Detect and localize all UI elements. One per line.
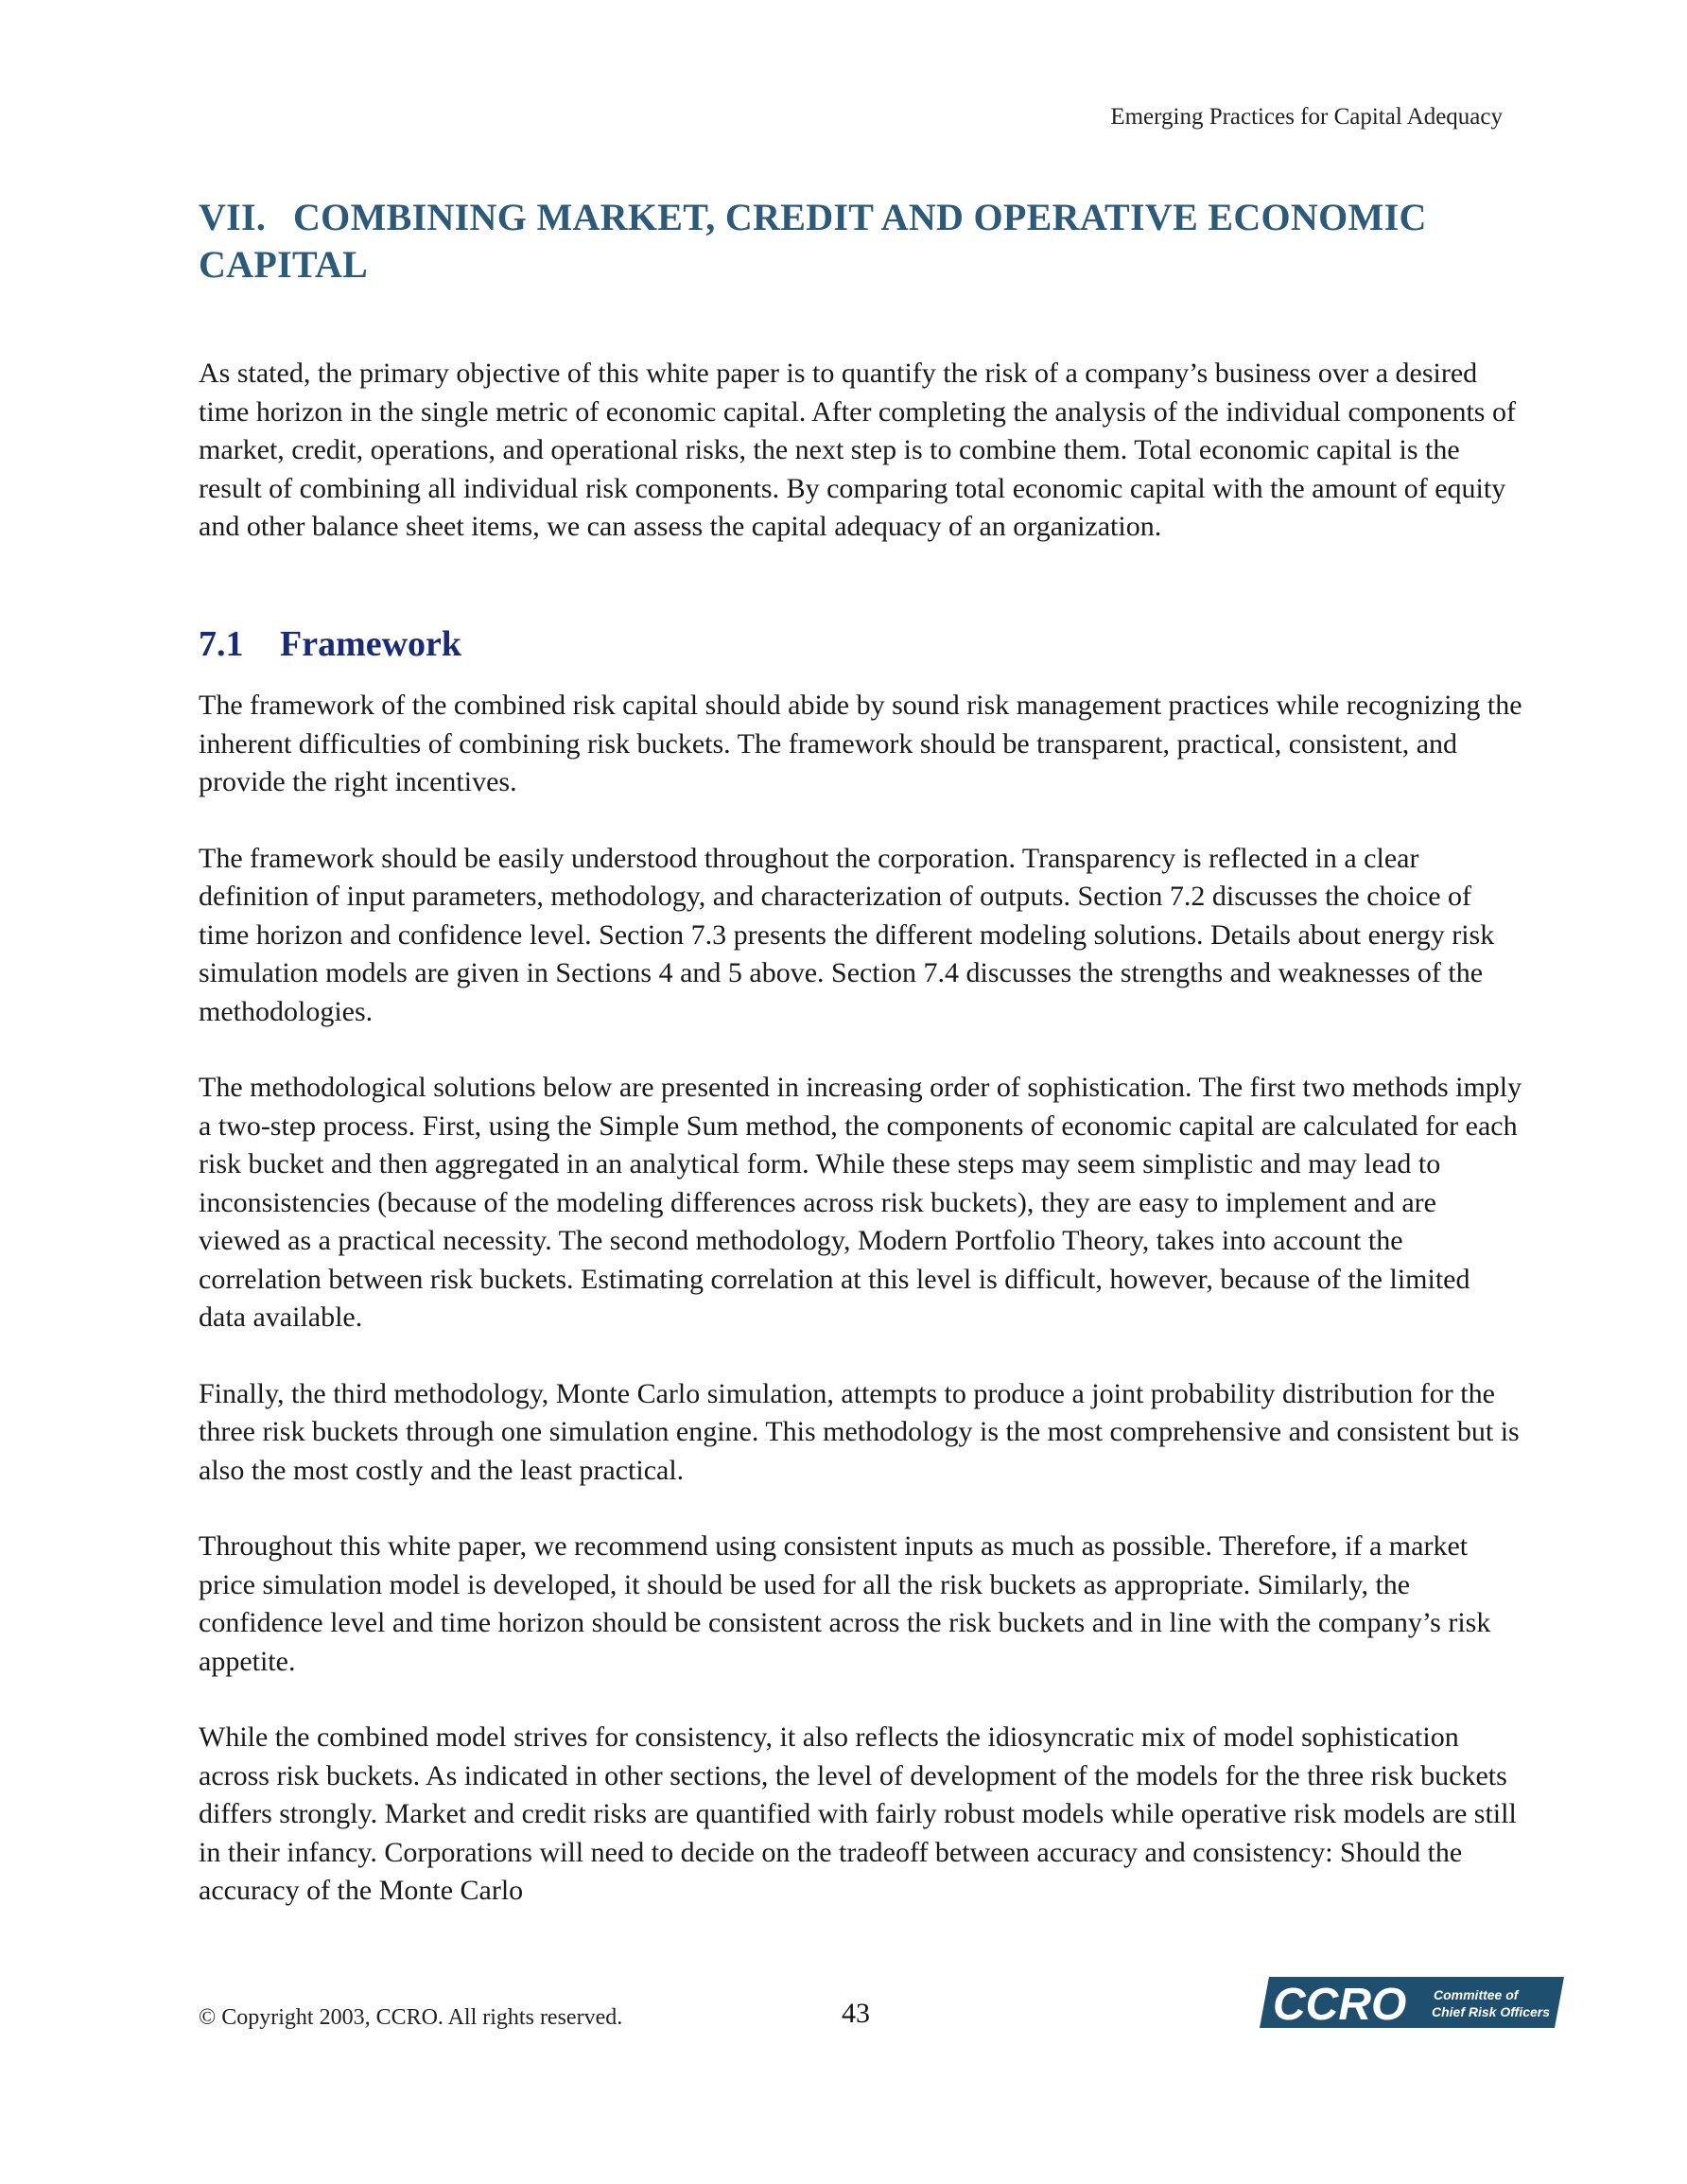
body-paragraph: Finally, the third methodology, Monte Carlo simulation, attempts to produce a joint probability distribution for the three risk buckets through one simulation engine. This methodology is the most comprehensive and consistent but is also the most costly and the least practical.	[199, 1377, 1520, 1486]
body-paragraph: Throughout this white paper, we recommend using consistent inputs as much as possible. Therefore, if a market price simulation model is developed, it should be used for all the risk buckets as appropriate. Similarly, the confidence level and time horizon should be consistent across the risk buckets and in line with the company’s risk appetite.	[199, 1530, 1491, 1677]
body-paragraph: The methodological solutions below are presented in increasing order of sophistication. The first two methods imply a two-step process. First, using the Simple Sum method, the components of economic capital are calculated for each risk bucket and then aggregated in an analytical form. While these steps may seem simplistic and may lead to inconsistencies (because of the modeling differences across risk buckets), they are easy to implement and are viewed as a practical necessity. The second methodology, Modern Portfolio Theory, takes into account the correlation between risk buckets. Estimating correlation at this level is difficult, however, because of the limited data available.	[199, 1072, 1522, 1333]
body-paragraph: The framework should be easily understood throughout the corporation. Transparency is reflected in a clear definition of input parameters, methodology, and characterization of outputs. Section 7.2 discusses the choice of time horizon and confidence level. Section 7.3 presents the different modeling solutions. Details about energy risk simulation models are given in Sections 4 and 5 above. Section 7.4 discusses the strengths and weaknesses of the methodologies.	[199, 842, 1495, 1027]
body-paragraph: While the combined model strives for consistency, it also reflects the idiosyncratic mix of model sophistication across risk buckets. As indicated in other sections, the level of development of the models for the three risk buckets differs strongly. Market and credit risks are quantified with fairly robust models while operative risk models are still in their infancy. Corporations will need to decide on the tradeoff between accuracy and consistency: Should the accuracy of the Monte Carlo	[199, 1721, 1517, 1906]
ccro-logo	[1260, 1977, 1564, 2028]
chapter-title	[199, 194, 1522, 288]
intro-paragraph: As stated, the primary objective of this white paper is to quantify the risk of a company’s business over a desired time horizon in the single metric of economic capital. After completing the analysis of the individual components of market, credit, operations, and operational risks, the next step is to combine them. Total economic capital is the result of combining all individual risk components. By comparing total economic capital with the amount of equity and other balance sheet items, we can assess the capital adequacy of an organization.	[199, 358, 1516, 542]
page-number: 43	[842, 1998, 870, 2029]
intro-block	[199, 355, 1522, 585]
running-header: Emerging Practices for Capital Adequacy	[1110, 104, 1503, 130]
body-paragraph: The framework of the combined risk capital should abide by sound risk management practices while recognizing the inherent difficulties of combining risk buckets. The framework should be transparent, practical, consistent, and provide the right incentives.	[199, 690, 1522, 797]
section-number: 7.1	[199, 624, 244, 664]
footer-copyright: © Copyright 2003, CCRO. All rights reserved.	[199, 2005, 623, 2030]
section-heading	[199, 622, 1522, 666]
section-title: Framework	[280, 624, 462, 664]
section-block	[199, 622, 1522, 1948]
logo-wordmark: CCRO	[1273, 1980, 1407, 2028]
chapter-title-text: COMBINING MARKET, CREDIT AND OPERATIVE ECONOMIC CAPITAL	[199, 196, 1427, 286]
chapter-number: VII.	[199, 196, 267, 238]
logo-tagline-line-1: Committee of	[1434, 1987, 1519, 2002]
logo-tagline-line-2: Chief Risk Officers	[1432, 2004, 1551, 2019]
